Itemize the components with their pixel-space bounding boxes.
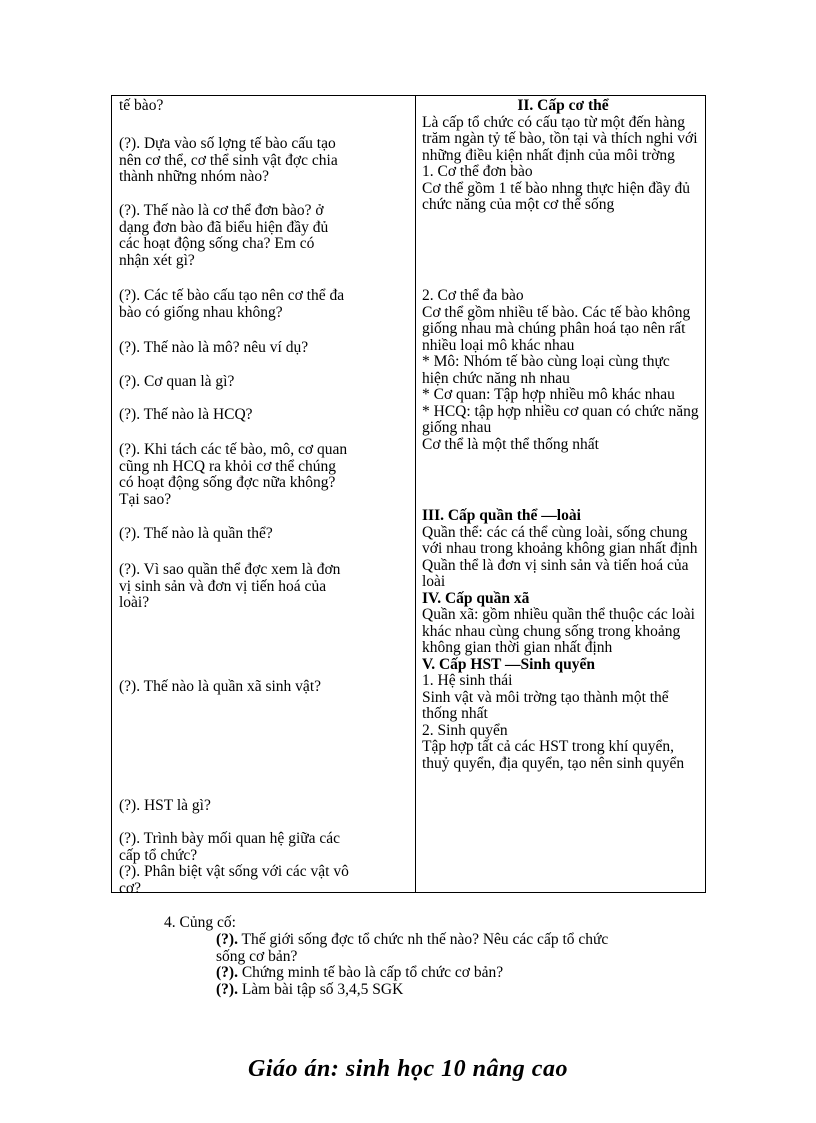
section-organism: II. Cấp cơ thể Là cấp tổ chức có cấu tạo từ một đến hàng trăm ngàn tỷ tế bào, tồn tại và thích nghi với những điều kiện nhất định của môi trờng 1. Cơ thể đơn bào Cơ thể gồm 1 tế bào nhng thực hiện đầy đủ chức năng của một cơ thể sống <box>422 98 704 214</box>
lesson-table <box>111 95 706 897</box>
list-item: (?). Chứng minh tế bào là cấp tổ chức cơ bản? <box>216 964 504 981</box>
list-item-continuation: sống cơ bản? <box>216 947 298 965</box>
question-block: (?). Khi tách các tế bào, mô, cơ quan cũng nh HCQ ra khỏi cơ thể chúng có hoạt động sống đợc nữa không? Tại sao? <box>119 441 348 508</box>
question-block: (?). Phân biệt vật sống với các vật vô cơ? <box>119 863 349 897</box>
question-block: (?). Dựa vào số lợng tế bào cấu tạo nên cơ thể, cơ thể sinh vật đợc chia thành những nhóm nào? <box>119 135 338 185</box>
question-block: (?). Thế nào là cơ thể đơn bào? ở dạng đơn bào đã biểu hiện đầy đủ các hoạt động sống cha? Em có nhận xét gì? <box>119 202 329 269</box>
question-block: (?). Vì sao quần thể đợc xem là đơn vị sinh sản và đơn vị tiến hoá của loài? <box>119 561 341 611</box>
question-block: (?). Thế nào là HCQ? <box>119 406 253 423</box>
section-heading: IV. Cấp quần xã <box>422 589 530 607</box>
column-divider <box>415 96 416 892</box>
consolidation-heading: 4. Củng cố: <box>164 914 236 931</box>
section-multicellular: 2. Cơ thể đa bào Cơ thể gồm nhiều tế bào. Các tế bào không giống nhau mà chúng phân hoá tạo nên rất nhiều loại mô khác nhau * Mô: Nhóm tế bào cùng loại cùng thực hiện chức năng nh nhau * Cơ quan: Tập hợp nhiều mô khác nhau * HCQ: tập hợp nhiều cơ quan có chức năng giống nhau Cơ thể là một thể thống nhất <box>422 287 699 453</box>
section-population: III. Cấp quần thể —loài Quần thể: các cá thể cùng loài, sống chung với nhau trong khoảng không gian nhất định Quần thể là đơn vị sinh sản và tiến hoá của loài IV. Cấp quần xã Quần xã: gồm nhiều quần thể thuộc các loài khác nhau cùng chung sống trong khoảng không gian thời gian nhất định V. Cấp HST —Sinh quyển 1. Hệ sinh thái Sinh vật và môi trờng tạo thành một thể thống nhất 2. Sinh quyển Tập hợp tất cả các HST trong khí quyển, thuỷ quyển, địa quyển, tạo nên sinh quyển <box>422 508 704 772</box>
page-footer: Giáo án: sinh học 10 nâng cao <box>248 1056 568 1082</box>
list-item: (?). Thế giới sống đợc tổ chức nh thế nào? Nêu các cấp tổ chức <box>216 931 609 948</box>
question-block: (?). Các tế bào cấu tạo nên cơ thể đa bào có giống nhau không? <box>119 287 345 321</box>
question-block: (?). Cơ quan là gì? <box>119 373 235 390</box>
consolidation-list <box>216 932 756 998</box>
section-heading: V. Cấp HST —Sinh quyển <box>422 655 596 673</box>
question-block: (?). Thế nào là quần xã sinh vật? <box>119 678 321 695</box>
question-block: (?). Thế nào là mô? nêu ví dụ? <box>119 339 309 356</box>
section-heading: III. Cấp quần thể —loài <box>422 507 581 524</box>
section-heading: II. Cấp cơ thể <box>517 97 609 114</box>
question-block: (?). HST là gì? <box>119 797 211 814</box>
list-item: (?). Làm bài tập số 3,4,5 SGK <box>216 980 404 998</box>
question-block: tế bào? <box>119 97 164 114</box>
question-block: (?). Trình bày mối quan hệ giữa các cấp tổ chức? <box>119 830 341 864</box>
question-block: (?). Thế nào là quần thể? <box>119 525 273 542</box>
